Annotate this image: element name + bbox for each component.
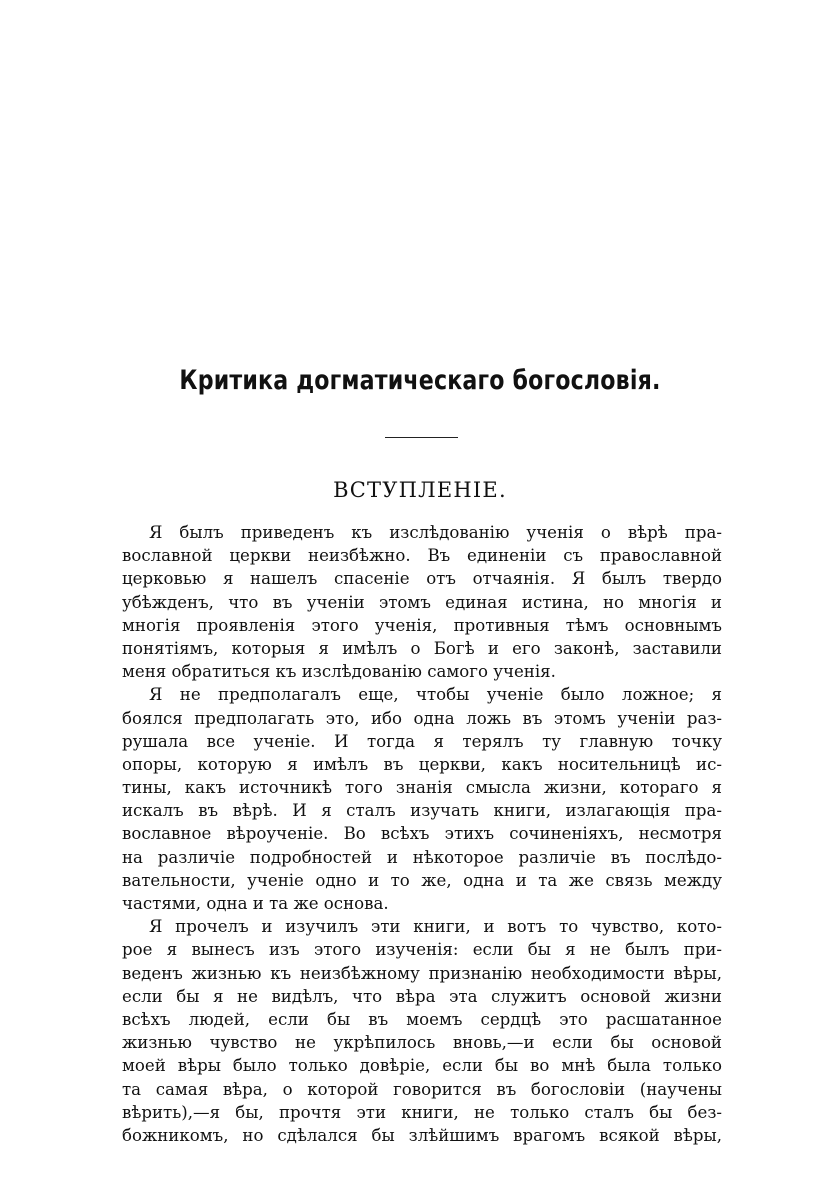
text-line: жизнью чувство не укрѣпилось вновь,—и если бы основой xyxy=(122,1033,722,1053)
text-line: многія проявленія этого ученія, противныя тѣмъ основнымъ xyxy=(122,615,722,635)
text-line: на различіе подробностей и нѣкоторое различіе въ послѣдо- xyxy=(122,847,722,867)
text-line: Я былъ приведенъ къ изслѣдованію ученія о вѣрѣ пра- xyxy=(149,523,722,542)
text-line: тины, какъ источникѣ того знанія смысла жизни, котораго я xyxy=(122,778,722,798)
text-line: божникомъ, но сдѣлался бы злѣйшимъ врагомъ всякой вѣры, xyxy=(122,1125,722,1145)
text-line: рое я вынесъ изъ этого изученія: если бы я не былъ при- xyxy=(122,940,722,960)
text-line: меня обратиться къ изслѣдованію самого ученія. xyxy=(122,662,556,682)
text-line: убѣжденъ, что въ ученіи этомъ единая истина, но многія и xyxy=(122,592,722,612)
text-line: веденъ жизнью къ неизбѣжному признанію необходимости вѣры, xyxy=(122,963,722,983)
section-heading: ВСТУПЛЕНІЕ. xyxy=(333,478,507,502)
text-line: всѣхъ людей, если бы въ моемъ сердцѣ это расшатанное xyxy=(122,1009,722,1029)
text-line: вательности, ученіе одно и то же, одна и та же связь между xyxy=(122,870,722,890)
text-line: та самая вѣра, о которой говорится въ богословіи (научены xyxy=(122,1079,722,1099)
chapter-title: Критика догматическаго богословія. xyxy=(179,365,661,396)
text-line: Я не предполагалъ еще, чтобы ученіе было ложное; я xyxy=(149,685,722,705)
text-line: Я прочелъ и изучилъ эти книги, и вотъ то чувство, кото- xyxy=(149,917,722,937)
text-line: рушала все ученіе. И тогда я терялъ ту главную точку xyxy=(122,731,722,751)
text-line: моей вѣры было только довѣріе, если бы во мнѣ была только xyxy=(122,1056,722,1076)
text-line: частями, одна и та же основа. xyxy=(122,894,389,913)
text-line: вославной церкви неизбѣжно. Въ единеніи съ православной xyxy=(122,546,722,566)
text-line: боялся предполагать это, ибо одна ложь въ этомъ ученіи раз- xyxy=(122,708,722,728)
text-line: если бы я не видѣлъ, что вѣра эта служитъ основой жизни xyxy=(122,986,722,1006)
text-line: церковью я нашелъ спасеніе отъ отчаянія. Я былъ твердо xyxy=(122,569,722,589)
text-line: вославное вѣроученіе. Во всѣхъ этихъ сочиненіяхъ, несмотря xyxy=(122,824,722,844)
title-divider xyxy=(385,437,458,438)
body-text xyxy=(122,521,722,1147)
text-line: искалъ въ вѣрѣ. И я сталъ изучать книги, излагающія пра- xyxy=(122,801,722,821)
text-line: опоры, которую я имѣлъ въ церкви, какъ носительницѣ ис- xyxy=(122,754,722,774)
text-line: понятіямъ, которыя я имѣлъ о Богѣ и его законѣ, заставили xyxy=(122,638,722,658)
text-line: вѣрить),—я бы, прочтя эти книги, не только сталъ бы без- xyxy=(122,1102,722,1122)
